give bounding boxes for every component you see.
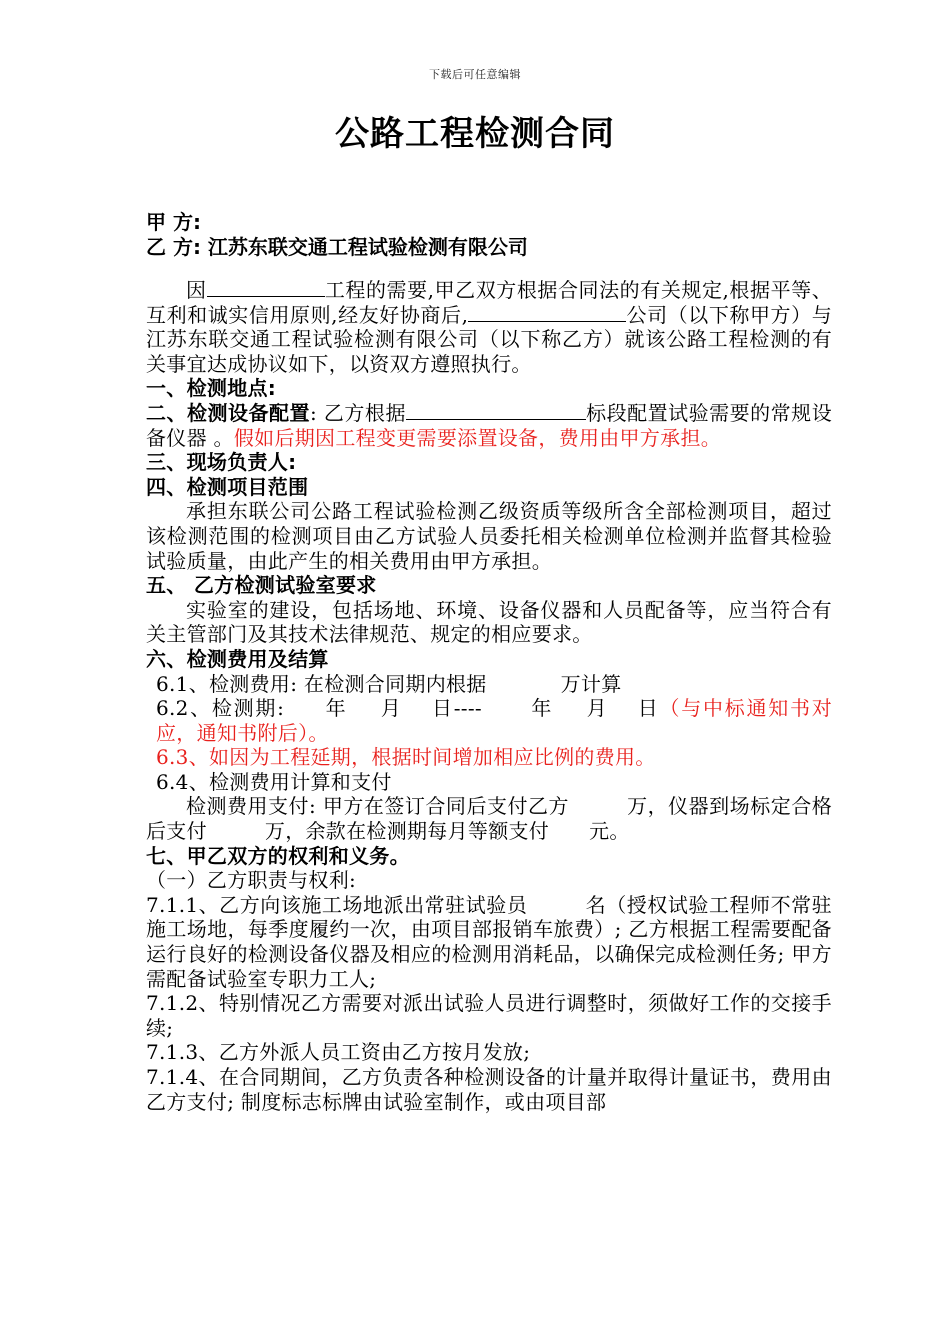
party-a-name-blank bbox=[468, 303, 626, 322]
item-6-2-label: 6.2、检测期: bbox=[156, 696, 285, 721]
payment-text-2: 万，仪器到场标定合格后支付 bbox=[146, 794, 832, 844]
item-7-1-1 bbox=[146, 893, 832, 991]
party-b-label: 乙 方: 江苏东联交通工程试验检测有限公司 bbox=[146, 235, 528, 259]
item-7-1-1-text-1: 7.1.1、乙方向该施工场地派出常驻试验员 bbox=[146, 892, 528, 917]
item-6-2-red-note: （与中标通知书对应，通知书附后）。 bbox=[156, 696, 832, 745]
tender-section-blank bbox=[406, 401, 586, 420]
intro-text-2: 工程的需要,甲乙双方根据合同法的有关规定,根据平等、互利和诚实信用原则,经友好协商后, bbox=[146, 278, 832, 327]
section-7-heading: 七、甲乙双方的权利和义务。 bbox=[146, 843, 410, 868]
project-name-blank bbox=[207, 278, 325, 297]
item-6-2 bbox=[146, 696, 832, 745]
section-2-text-2: 标段配置试验需要的常规设备仪器 。 bbox=[146, 400, 832, 450]
document-title: 公路工程检测合同 bbox=[335, 114, 615, 154]
payment-text-1: 检测费用支付: 甲方在签订合同后支付乙方 bbox=[186, 794, 569, 819]
section-2-heading: 二、检测设备配置 bbox=[146, 400, 311, 425]
section-2-text-1: : 乙方根据 bbox=[310, 400, 406, 425]
item-6-1-text: 6.1、检测费用: 在检测合同期内根据 bbox=[156, 671, 487, 696]
item-6-2-month-2: 月 bbox=[585, 696, 609, 721]
item-6-2-month-1: 月 bbox=[379, 696, 403, 721]
header-note: 下载后可任意编辑 bbox=[429, 68, 521, 81]
section-2 bbox=[146, 401, 832, 450]
item-6-4: 6.4、检测费用计算和支付 bbox=[156, 769, 392, 794]
intro-paragraph bbox=[146, 278, 832, 376]
section-4-heading: 四、检测项目范围 bbox=[146, 474, 309, 499]
item-6-2-year-1: 年 bbox=[324, 696, 348, 721]
payment-paragraph bbox=[146, 794, 832, 843]
item-7-1-3: 7.1.3、乙方外派人员工资由乙方按月发放; bbox=[146, 1040, 531, 1065]
item-6-2-day-1: 日---- bbox=[430, 696, 482, 721]
section-2-red-note: 假如后期因工程变更需要添置设备，费用由甲方承担。 bbox=[233, 425, 722, 450]
section-3-heading: 三、现场负责人: bbox=[146, 450, 297, 475]
section-5-body: 实验室的建设，包括场地、环境、设备仪器和人员配备等，应当符合有关主管部门及其技术法律规范、规定的相应要求。 bbox=[146, 597, 832, 647]
section-1-heading: 一、检测地点: bbox=[146, 376, 277, 401]
contract-body bbox=[146, 278, 832, 1114]
item-6-2-year-2: 年 bbox=[529, 696, 554, 721]
section-7-subheading: （一）乙方职责与权利: bbox=[146, 868, 357, 893]
section-4-body: 承担东联公司公路工程试验检测乙级资质等级所含全部检测项目，超过该检测范围的检测项目由乙方试验人员委托相关检测单位检测并监督其检验试验质量，由此产生的相关费用由甲方承担。 bbox=[146, 499, 832, 573]
item-7-1-4: 7.1.4、在合同期间，乙方负责各种检测设备的计量并取得计量证书，费用由乙方支付; 制度标志标牌由试验室制作，或由项目部 bbox=[146, 1065, 832, 1114]
item-7-1-2: 7.1.2、特别情况乙方需要对派出试验人员进行调整时，须做好工作的交接手续; bbox=[146, 991, 832, 1040]
section-5-heading: 五、 乙方检测试验室要求 bbox=[146, 573, 377, 598]
intro-text-1: 因 bbox=[186, 278, 207, 302]
party-a-label: 甲 方: bbox=[146, 210, 201, 234]
item-6-3: 6.3、如因为工程延期，根据时间增加相应比例的费用。 bbox=[156, 745, 656, 770]
item-6-1 bbox=[146, 672, 832, 697]
section-6-heading: 六、检测费用及结算 bbox=[146, 646, 329, 671]
item-6-2-day-2: 日 bbox=[636, 696, 660, 721]
intro-text-3: 公司（以下称甲方）与江苏东联交通工程试验检测有限公司（以下称乙方）就该公路工程检测的有关事宜达成协议如下，以资双方遵照执行。 bbox=[146, 302, 832, 376]
payment-text-4: 元。 bbox=[589, 819, 630, 844]
item-7-1-1-text-2: 名（授权试验工程师不常驻施工场地，每季度履约一次，由项目部报销车旅费）; 乙方根据工程需要配备运行良好的检测设备仪器及相应的检测用消耗品，以确保完成检测任务; 甲方需配备试验室专职力工人; bbox=[146, 892, 832, 991]
payment-text-3: 万，余款在检测期每月等额支付 bbox=[264, 819, 550, 844]
item-6-1-unit: 万计算 bbox=[560, 671, 622, 696]
